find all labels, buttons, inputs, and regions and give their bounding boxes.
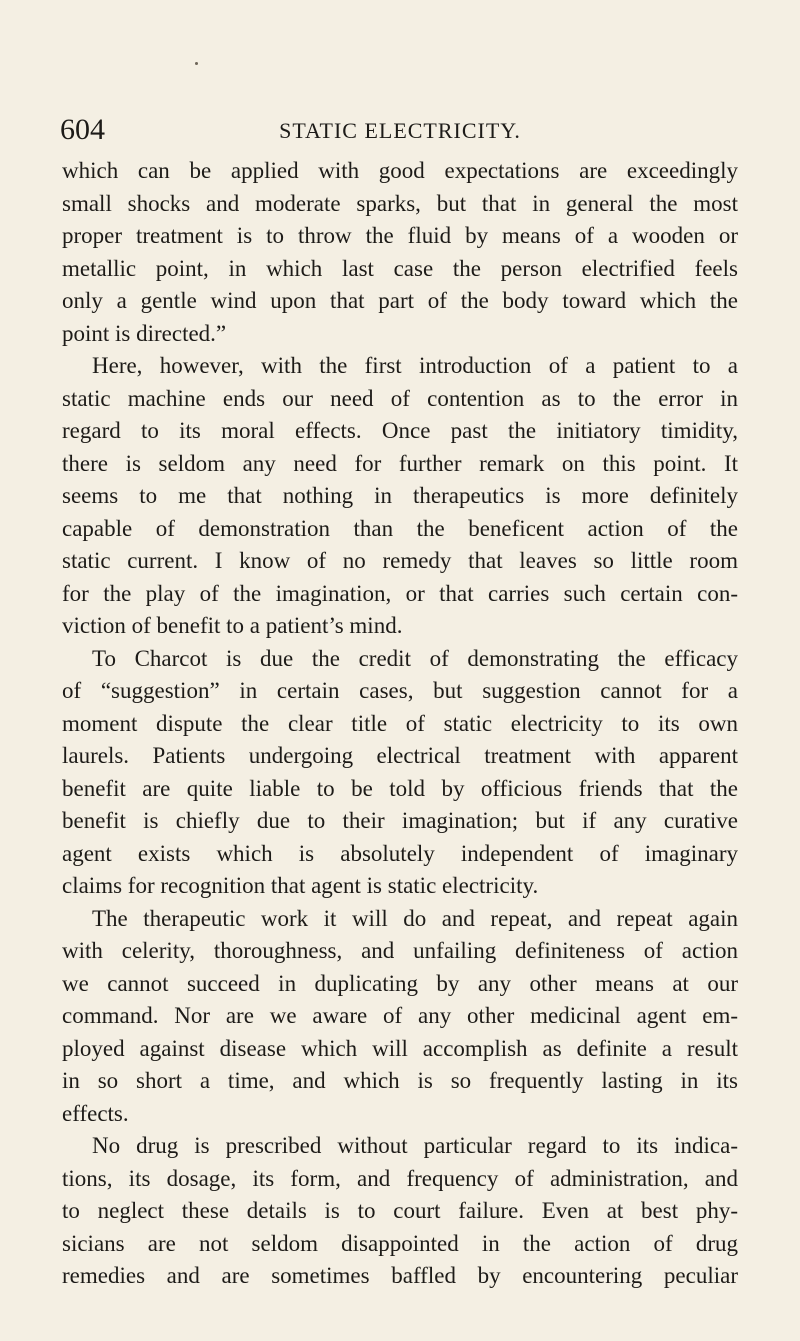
text-line: only a gentle wind upon that part of the body toward which the bbox=[62, 288, 738, 313]
running-title: STATIC ELECTRICITY. bbox=[279, 118, 521, 143]
text-line: The therapeutic work it will do and repeat, and repeat again bbox=[92, 905, 738, 931]
text-line: capable of demonstration than the beneficent action of the bbox=[62, 515, 738, 541]
text-line: which can be applied with good expectations are exceedingly bbox=[62, 158, 738, 183]
text-line: viction of benefit to a patient’s mind. bbox=[62, 613, 403, 638]
text-line: we cannot succeed in duplicating by any other means at our bbox=[62, 970, 738, 996]
ink-speck bbox=[195, 62, 198, 65]
text-line: Here, however, with the first introduction of a patient to a bbox=[92, 353, 738, 378]
text-line: moment dispute the clear title of static electricity to its own bbox=[62, 710, 738, 736]
text-line: to neglect these details is to court failure. Even at best phy- bbox=[62, 1198, 738, 1223]
text-line: for the play of the imagination, or that carries such certain con- bbox=[62, 580, 738, 606]
text-line: static current. I know of no remedy that leaves so little room bbox=[62, 548, 738, 573]
text-line: No drug is prescribed without particular regard to its indica- bbox=[92, 1133, 738, 1158]
text-line: metallic point, in which last case the person electrified feels bbox=[62, 255, 738, 281]
text-line: seems to me that nothing in therapeutics is more definitely bbox=[62, 483, 738, 508]
text-line: of “suggestion” in certain cases, but suggestion cannot for a bbox=[62, 678, 738, 703]
text-line: agent exists which is absolutely independent of imaginary bbox=[62, 840, 738, 866]
text-line: point is directed.” bbox=[62, 320, 227, 346]
text-line: tions, its dosage, its form, and frequency of administration, and bbox=[62, 1165, 738, 1191]
text-line: ployed against disease which will accomplish as definite a result bbox=[62, 1035, 738, 1061]
text-line: sicians are not seldom disappointed in the action of drug bbox=[62, 1230, 738, 1256]
text-line: regard to its moral effects. Once past the initiatory timidity, bbox=[62, 418, 738, 443]
text-line: there is seldom any need for further remark on this point. It bbox=[62, 450, 738, 476]
text-line: proper treatment is to throw the fluid by means of a wooden or bbox=[62, 223, 738, 248]
text-line: laurels. Patients undergoing electrical treatment with apparent bbox=[62, 743, 738, 768]
text-line: static machine ends our need of contention as to the error in bbox=[62, 385, 738, 411]
text-line: in so short a time, and which is so frequently lasting in its bbox=[62, 1068, 738, 1093]
page-number: 604 bbox=[60, 113, 105, 146]
text-line: benefit is chiefly due to their imagination; but if any curative bbox=[62, 808, 738, 833]
text-line: benefit are quite liable to be told by officious friends that the bbox=[62, 775, 738, 801]
text-line: with celerity, thoroughness, and unfailing definiteness of action bbox=[62, 938, 738, 963]
text-line: remedies and are sometimes baffled by encountering peculiar bbox=[62, 1263, 738, 1288]
body-text bbox=[62, 155, 738, 1293]
text-line: claims for recognition that agent is static electricity. bbox=[62, 873, 539, 898]
text-line: effects. bbox=[62, 1100, 129, 1126]
text-line: To Charcot is due the credit of demonstrating the efficacy bbox=[92, 645, 738, 671]
text-line: command. Nor are we aware of any other medicinal agent em- bbox=[62, 1003, 738, 1028]
running-head bbox=[60, 110, 740, 150]
text-line: small shocks and moderate sparks, but that in general the most bbox=[62, 190, 738, 216]
